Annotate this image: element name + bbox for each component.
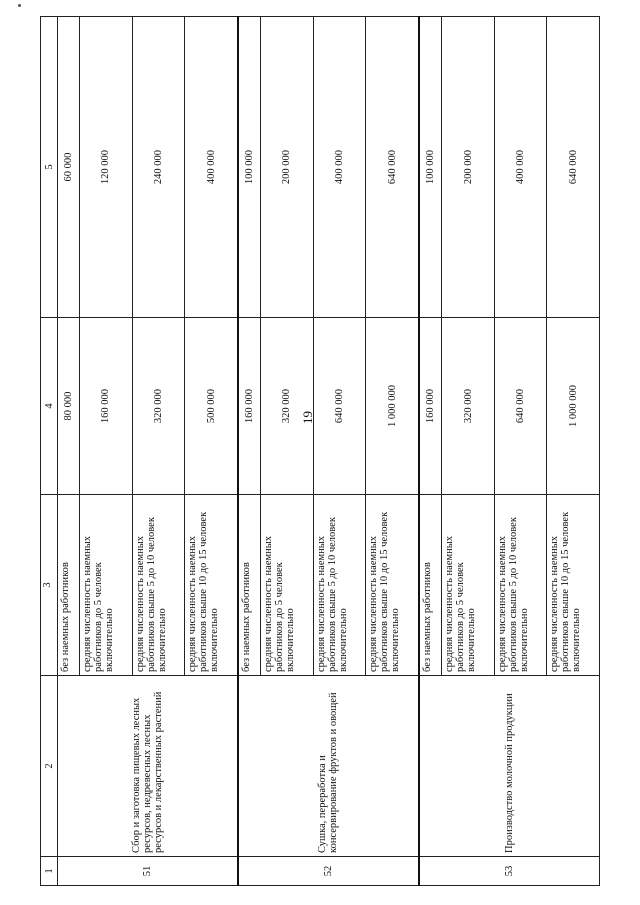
worker-category: средняя численность наемных работников свыше 10 до 15 человек включительно	[185, 495, 238, 676]
activity-name: Сбор и заготовка пищевых лесных ресурсов, недревесных лесных ресурсов и лекарственных растений	[58, 676, 238, 857]
value-col5: 400 000	[313, 17, 366, 318]
worker-category: средняя численность наемных работников свыше 5 до 10 человек включительно	[313, 495, 366, 676]
table-row	[419, 17, 442, 886]
row-number: 53	[419, 857, 600, 886]
worker-category: без наемных работников	[419, 495, 442, 676]
value-col4: 160 000	[238, 318, 261, 495]
value-col5: 200 000	[261, 17, 314, 318]
col-header-4: 4	[41, 318, 58, 495]
value-col4: 640 000	[494, 318, 547, 495]
value-col5: 400 000	[185, 17, 238, 318]
worker-category: средняя численность наемных работников до 5 человек включительно	[261, 495, 314, 676]
value-col5: 120 000	[80, 17, 133, 318]
worker-category: средняя численность наемных работников до 5 человек включительно	[80, 495, 133, 676]
value-col4: 160 000	[80, 318, 133, 495]
value-col4: 320 000	[132, 318, 185, 495]
value-col5: 60 000	[58, 17, 80, 318]
value-col4: 640 000	[313, 318, 366, 495]
worker-category: без наемных работников	[58, 495, 80, 676]
worker-category: без наемных работников	[238, 495, 261, 676]
value-col5: 100 000	[238, 17, 261, 318]
rotated-page	[40, 16, 600, 886]
worker-category: средняя численность наемных работников свыше 5 до 10 человек включительно	[132, 495, 185, 676]
scan-speck	[18, 4, 21, 7]
header-row	[41, 17, 58, 886]
value-col4: 320 000	[261, 318, 314, 495]
worker-category: средняя численность наемных работников свыше 10 до 15 человек включительно	[547, 495, 600, 676]
worker-category: средняя численность наемных работников свыше 10 до 15 человек включительно	[366, 495, 419, 676]
col-header-1: 1	[41, 857, 58, 886]
col-header-2: 2	[41, 676, 58, 857]
worker-category: средняя численность наемных работников до 5 человек включительно	[442, 495, 495, 676]
col-header-5: 5	[41, 17, 58, 318]
table-row	[58, 17, 80, 886]
table-row	[238, 17, 261, 886]
row-number: 51	[58, 857, 238, 886]
worker-category: средняя численность наемных работников свыше 5 до 10 человек включительно	[494, 495, 547, 676]
rotated-table-frame	[40, 16, 600, 886]
value-col5: 640 000	[366, 17, 419, 318]
value-col4: 1 000 000	[547, 318, 600, 495]
activity-name: Производство молочной продукции	[419, 676, 600, 857]
tax-table	[40, 16, 600, 886]
value-col5: 400 000	[494, 17, 547, 318]
page-number: 19	[300, 411, 315, 424]
row-number: 52	[238, 857, 419, 886]
value-col4: 160 000	[419, 318, 442, 495]
value-col5: 100 000	[419, 17, 442, 318]
value-col4: 80 000	[58, 318, 80, 495]
value-col5: 240 000	[132, 17, 185, 318]
value-col5: 640 000	[547, 17, 600, 318]
activity-name: Сушка, переработка и консервирование фруктов и овощей	[238, 676, 419, 857]
value-col4: 320 000	[442, 318, 495, 495]
value-col4: 1 000 000	[366, 318, 419, 495]
col-header-3: 3	[41, 495, 58, 676]
value-col5: 200 000	[442, 17, 495, 318]
value-col4: 500 000	[185, 318, 238, 495]
